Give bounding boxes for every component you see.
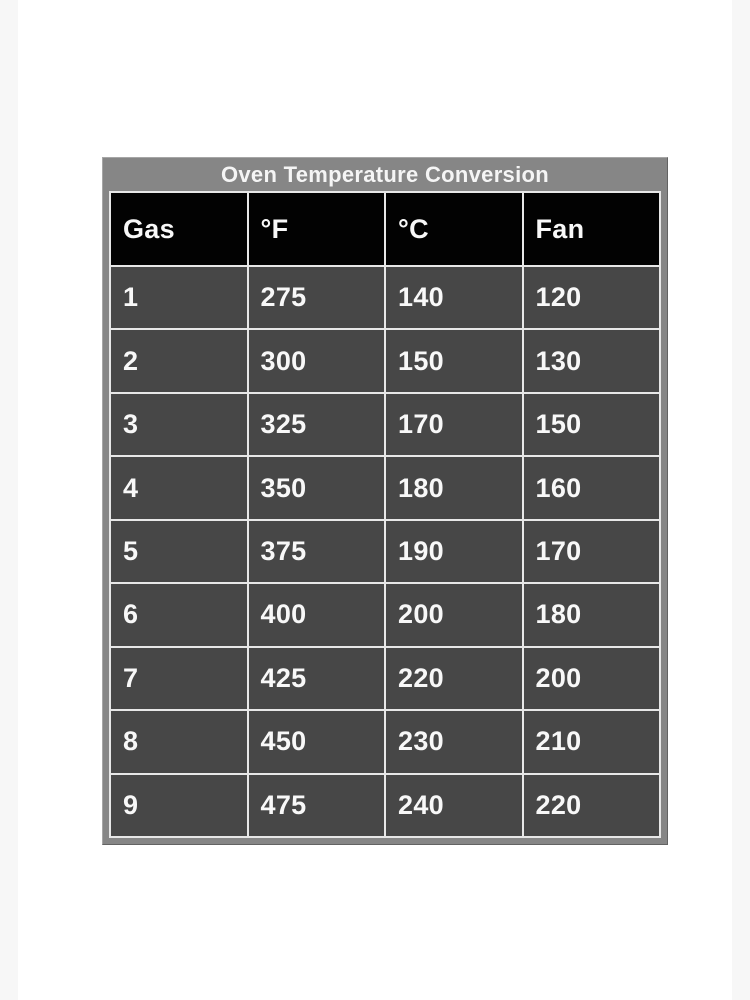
table-grid-wrap	[109, 191, 661, 838]
table-cell: 350	[249, 457, 385, 518]
table-title: Oven Temperature Conversion	[220, 161, 549, 187]
table-cell: 180	[524, 584, 660, 645]
page-margin-right	[732, 0, 750, 1000]
table-cell: 375	[249, 521, 385, 582]
column-header: Fan	[524, 193, 660, 265]
table-cell: 6	[111, 584, 247, 645]
table-cell: 1	[111, 267, 247, 328]
table-grid	[111, 193, 659, 836]
table-cell: 170	[386, 394, 522, 455]
table-cell: 300	[249, 330, 385, 391]
column-header: °C	[386, 193, 522, 265]
table-cell: 120	[524, 267, 660, 328]
table-cell: 7	[111, 648, 247, 709]
table-cell: 130	[524, 330, 660, 391]
table-cell: 3	[111, 394, 247, 455]
table-cell: 150	[524, 394, 660, 455]
page-margin-left	[0, 0, 18, 1000]
table-cell: 200	[386, 584, 522, 645]
table-cell: 475	[249, 775, 385, 836]
table-cell: 2	[111, 330, 247, 391]
table-cell: 150	[386, 330, 522, 391]
table-cell: 4	[111, 457, 247, 518]
table-cell: 325	[249, 394, 385, 455]
table-cell: 425	[249, 648, 385, 709]
column-header: Gas	[111, 193, 247, 265]
oven-temperature-conversion-table	[102, 157, 668, 845]
table-cell: 210	[524, 711, 660, 772]
table-cell: 400	[249, 584, 385, 645]
table-cell: 9	[111, 775, 247, 836]
table-cell: 5	[111, 521, 247, 582]
table-cell: 140	[386, 267, 522, 328]
column-header: °F	[249, 193, 385, 265]
table-cell: 200	[524, 648, 660, 709]
table-cell: 230	[386, 711, 522, 772]
table-cell: 240	[386, 775, 522, 836]
table-cell: 220	[386, 648, 522, 709]
table-cell: 220	[524, 775, 660, 836]
table-cell: 450	[249, 711, 385, 772]
table-cell: 160	[524, 457, 660, 518]
table-cell: 275	[249, 267, 385, 328]
table-cell: 170	[524, 521, 660, 582]
table-cell: 180	[386, 457, 522, 518]
table-cell: 8	[111, 711, 247, 772]
table-cell: 190	[386, 521, 522, 582]
